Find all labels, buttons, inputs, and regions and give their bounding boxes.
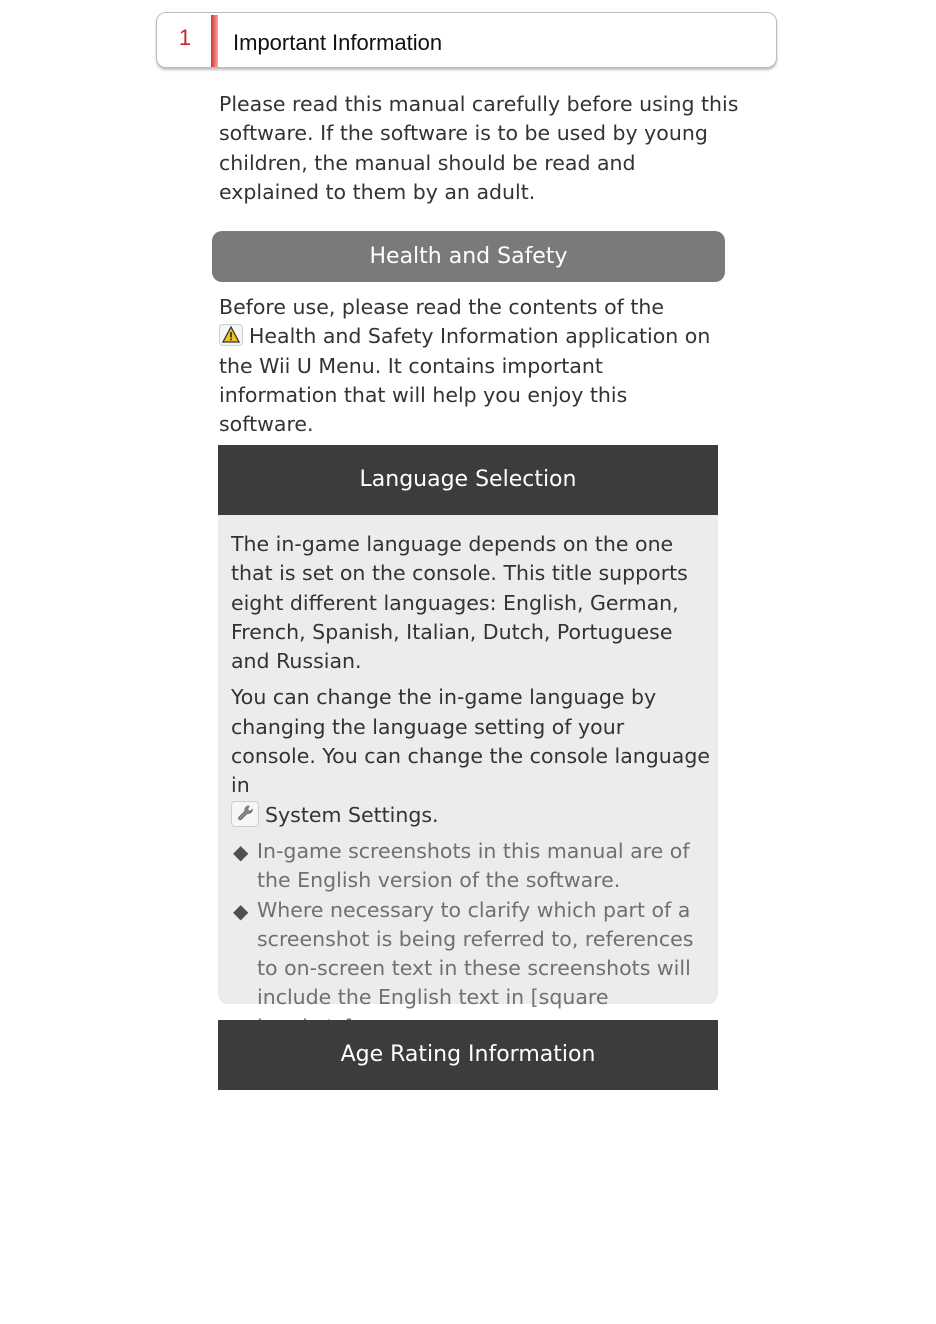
age-rating-box — [218, 1020, 718, 1089]
note-text: In-game screenshots in this manual are of the English version of the software. — [257, 838, 690, 893]
language-paragraph-2-end: System Settings. — [265, 802, 439, 827]
section-header — [156, 12, 777, 68]
section-title: Important Information — [233, 30, 443, 55]
language-paragraph-1: The in-game language depends on the one that is set on the console. This title supports eight different languages: English, German, French, Spanish, Italian, Dutch, Portuguese and Russian. — [231, 532, 688, 674]
language-selection-box — [218, 445, 718, 1010]
diamond-bullet-icon: ◆ — [233, 839, 249, 864]
wrench-icon — [231, 801, 259, 827]
language-selection-heading: Language Selection — [218, 445, 718, 515]
age-rating-heading: Age Rating Information — [218, 1020, 718, 1090]
section-accent-bar — [211, 15, 218, 67]
health-safety-text-start: Before use, please read the contents of the — [219, 295, 664, 319]
language-paragraph-2 — [231, 683, 711, 829]
health-safety-text-end: Health and Safety Information application on the Wii U Menu. It contains important information that will help you enjoy this software. — [219, 324, 711, 437]
language-paragraph-2-start: You can change the in-game language by changing the language setting of your console. You can change the console language in — [231, 685, 710, 798]
health-safety-heading: Health and Safety — [212, 231, 725, 282]
diamond-bullet-icon: ◆ — [233, 898, 249, 923]
language-selection-body — [218, 515, 718, 1042]
health-safety-paragraph — [219, 293, 719, 439]
warning-icon — [219, 324, 243, 346]
note-item — [231, 837, 707, 896]
section-number: 1 — [178, 25, 192, 50]
intro-paragraph: Please read this manual carefully before using this software. If the software is to be used by young children, the manual should be read and explained to them by an adult. — [219, 92, 739, 204]
note-text: Where necessary to clarify which part of a screenshot is being referred to, references to on-screen text in these screenshots will include the English text in [square — [257, 897, 694, 1010]
